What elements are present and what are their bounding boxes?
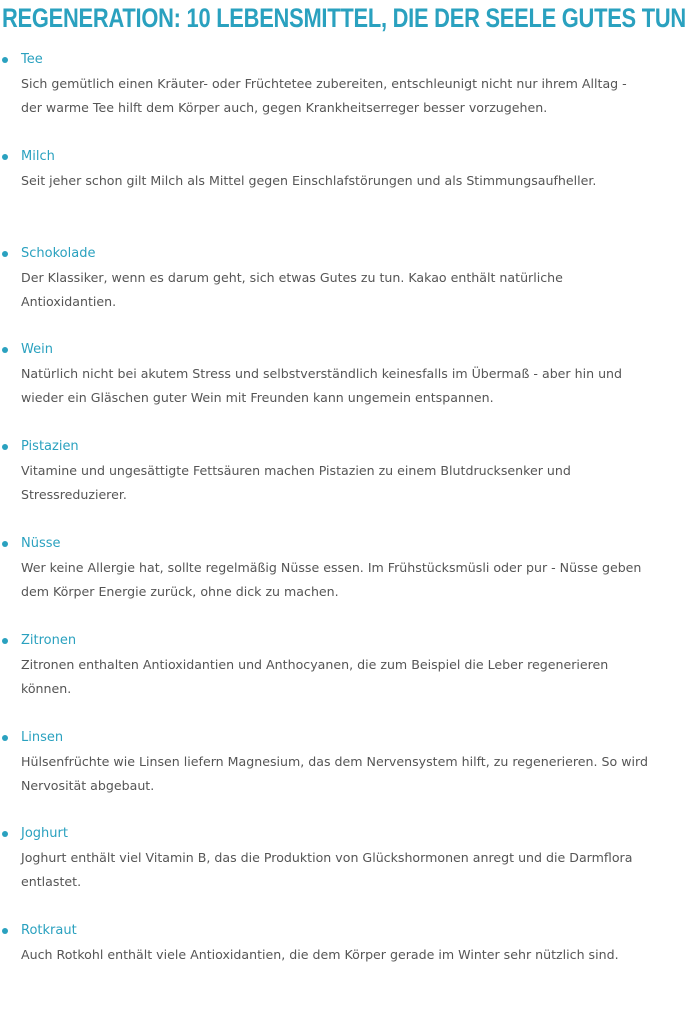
bullet-icon — [2, 735, 8, 741]
item-title: Tee — [21, 52, 43, 67]
bullet-icon — [2, 831, 8, 837]
item-description: Wer keine Allergie hat, sollte regelmäßig Nüsse essen. Im Frühstücksmüsli oder pur - Nüsse geben dem Körper Energie zurück, ohne dick zu machen. — [21, 559, 642, 599]
list-item-joghurt — [0, 822, 648, 919]
item-title: Linsen — [21, 729, 64, 745]
item-description: Hülsenfrüchte wie Linsen liefern Magnesium, das dem Nervensystem hilft, zu regenerieren. So wird Nervosität abgebaut. — [21, 753, 648, 793]
item-title: Zitronen — [21, 632, 77, 648]
article-title: REGENERATION: 10 LEBENSMITTEL, DIE DER SEELE GUTES TUN — [2, 3, 686, 33]
item-title: Joghurt — [21, 826, 68, 842]
item-description: Joghurt enthält viel Vitamin B, das die Produktion von Glückshormonen anregt und die Darmflora entlastet. — [21, 850, 633, 890]
bullet-icon — [2, 444, 8, 450]
food-list — [0, 48, 648, 1016]
item-description: Der Klassiker, wenn es darum geht, sich etwas Gutes zu tun. Kakao enthält natürliche Antioxidantien. — [21, 269, 563, 309]
bullet-icon — [2, 541, 8, 547]
list-item-tee — [0, 48, 648, 145]
item-title: Rotkraut — [21, 923, 77, 939]
item-description: Sich gemütlich einen Kräuter- oder Früchtetee zubereiten, entschleunigt nicht nur ihrem Alltag - der warme Tee hilft dem Körper auch, gegen Krankheitserreger besser vorzugehen. — [21, 76, 627, 115]
list-item-nuesse — [0, 532, 648, 629]
item-title: Pistazien — [21, 439, 79, 455]
list-item-linsen — [0, 726, 648, 823]
bullet-icon — [2, 57, 8, 63]
item-description: Zitronen enthalten Antioxidantien und Anthocyanen, die zum Beispiel die Leber regenerieren können. — [21, 656, 609, 696]
list-item-pistazien — [0, 435, 648, 532]
bullet-icon — [2, 638, 8, 644]
list-item-rotkraut — [0, 919, 648, 1016]
item-description: Natürlich nicht bei akutem Stress und selbstverständlich keinesfalls im Übermaß - aber hin und wieder ein Gläschen guter Wein mit Freunden kann ungemein entspannen. — [21, 366, 623, 406]
list-item-wein — [0, 338, 648, 435]
bullet-icon — [2, 154, 8, 160]
item-description: Vitamine und ungesättigte Fettsäuren machen Pistazien zu einem Blutdrucksenker und Stressreduzierer. — [21, 463, 571, 503]
list-item-zitronen — [0, 629, 648, 726]
item-description: Seit jeher schon gilt Milch als Mittel gegen Einschlafstörungen und als Stimmungsaufheller. — [21, 172, 597, 188]
item-title: Milch — [21, 148, 55, 164]
list-item-schokolade — [0, 242, 648, 339]
bullet-icon — [2, 347, 8, 353]
item-description: Auch Rotkohl enthält viele Antioxidantien, die dem Körper gerade im Winter sehr nützlich sind. — [21, 947, 619, 963]
bullet-icon — [2, 928, 8, 934]
item-title: Nüsse — [21, 535, 61, 551]
list-item-milch — [0, 145, 648, 242]
bullet-icon — [2, 251, 8, 257]
item-title: Schokolade — [21, 245, 96, 261]
item-title: Wein — [21, 342, 53, 358]
